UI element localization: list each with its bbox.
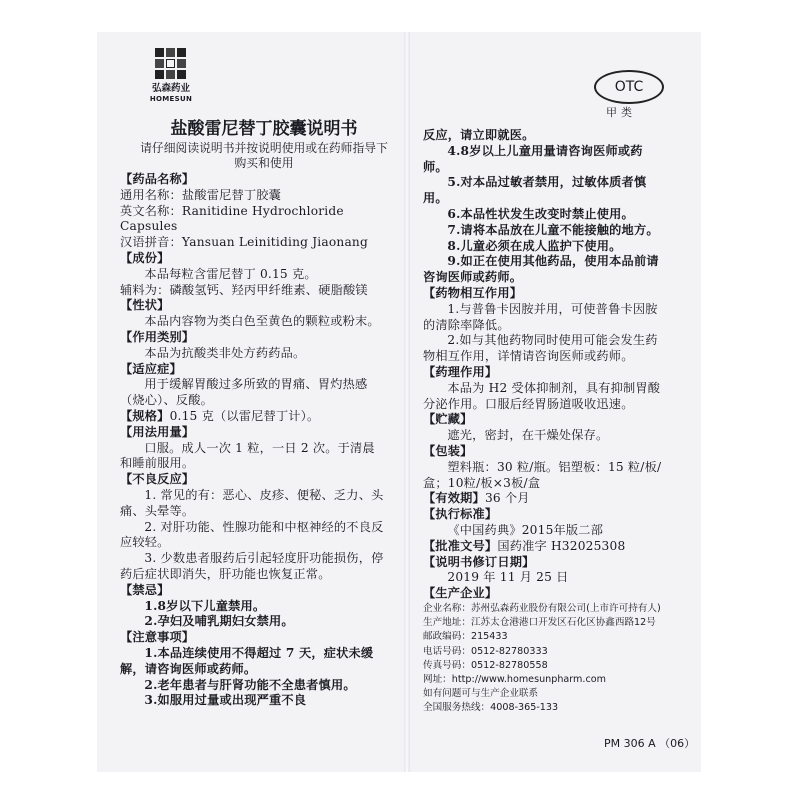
list-item: 6.本品性状发生改变时禁止使用。	[447, 206, 634, 221]
section-heading: 【有效期】	[423, 491, 485, 506]
list-item: 7.请将本品放在儿童不能接触的地方。	[447, 222, 659, 237]
otc-class: 甲类	[606, 106, 636, 119]
section-heading: 【注意事项】	[120, 630, 195, 645]
section-heading: 【适应症】	[120, 361, 182, 376]
left-column	[120, 172, 386, 709]
page-title: 盐酸雷尼替丁胶囊说明书	[170, 119, 358, 139]
section-heading: 【贮藏】	[423, 412, 473, 427]
spec-text: 0.15 克（以雷尼替丁计）。	[169, 408, 320, 423]
list-item: 1. 常见的有：恶心、皮疹、便秘、乏力、头痛、头晕等。	[120, 487, 384, 518]
validity-text: 36 个月	[484, 491, 530, 506]
category-text: 本品为抗酸类非处方药药品。	[144, 345, 306, 360]
manufacturer-line: 全国服务热线：4008-365-133	[423, 702, 559, 714]
section-heading: 【批准文号】	[423, 538, 498, 553]
manufacturer-line: 网址：http://www.homesunpharm.com	[423, 673, 606, 685]
version-code: PM 306 A （06）	[604, 737, 696, 750]
english-name: 英文名称：Ranitidine Hydrochloride Capsules	[120, 203, 344, 234]
manufacturer-line: 邮政编码：215433	[423, 631, 508, 643]
list-item: 4.8岁以上儿童用量请咨询医师或药师。	[423, 143, 643, 174]
section-heading: 【生产企业】	[423, 586, 498, 601]
right-column	[423, 128, 663, 716]
section-heading: 【禁忌】	[120, 582, 170, 597]
ingredient-excipients: 辅料为：磷酸氢钙、羟丙甲纤维素、硬脂酸镁	[120, 282, 368, 297]
otc-badge: OTC	[594, 70, 664, 104]
list-item: 3. 少数患者服药后引起轻度肝功能损伤，停药后症状即消失，肝功能也恢复正常。	[120, 551, 384, 581]
list-item: 3.如服用过量或出现严重不良	[144, 693, 307, 708]
section-heading: 【说明书修订日期】	[423, 554, 535, 569]
revision-text: 2019 年 11 月 25 日	[447, 570, 569, 585]
list-item: 1.8岁以下儿童禁用。	[144, 598, 266, 613]
storage-text: 遮光，密封，在干燥处保存。	[447, 428, 609, 443]
section-heading: 【执行标准】	[423, 507, 498, 522]
list-item: 2.老年患者与肝肾功能不全患者慎用。	[144, 677, 356, 692]
properties-text: 本品内容物为类白色至黄色的颗粒或粉末。	[144, 314, 380, 329]
ingredient-main: 本品每粒含雷尼替丁 0.15 克。	[144, 266, 317, 281]
list-item: 1.本品连续使用不得超过 7 天，症状未缓解，请咨询医师或药师。	[120, 645, 374, 676]
fold-line	[404, 32, 410, 772]
section-heading: 【作用类别】	[120, 329, 195, 344]
list-item: 1.与普鲁卡因胺并用，可使普鲁卡因胺的清除率降低。	[423, 301, 658, 332]
generic-name: 通用名称：盐酸雷尼替丁胶囊	[120, 187, 282, 202]
manufacturer-line: 企业名称：苏州弘森药业股份有限公司(上市许可持有人)	[423, 602, 661, 614]
manufacturer-line: 传真号码：0512-82780558	[423, 659, 548, 671]
brand-name: 弘森药业	[151, 83, 190, 94]
list-item: 8.儿童必须在成人监护下使用。	[447, 238, 622, 253]
section-heading: 【药物相互作用】	[423, 285, 523, 300]
section-heading: 【药理作用】	[423, 364, 498, 379]
section-heading: 【包装】	[423, 443, 473, 458]
manufacturer-line: 电话号码：0512-82780333	[423, 645, 548, 657]
list-item: 9.如正在使用其他药品，使用本品前请咨询医师或药师。	[423, 254, 659, 285]
indications-text: 用于缓解胃酸过多所致的胃痛、胃灼热感（烧心）、反酸。	[120, 377, 368, 408]
package-text: 塑料瓶：30 粒/瓶。铝塑板：15 粒/板/盒；10粒/板×3板/盒	[423, 459, 662, 490]
manufacturer-line: 如有问题可与生产企业联系	[423, 688, 539, 700]
list-item: 2.如与其他药物同时使用可能会发生药物相互作用，详情请咨询医师或药师。	[423, 333, 658, 364]
list-item: 2.孕妇及哺乳期妇女禁用。	[144, 614, 294, 629]
brand-name-en: HOMESUN	[149, 95, 193, 103]
section-heading: 【规格】	[120, 408, 170, 423]
pinyin-name: 汉语拼音：Yansuan Leinitiding Jiaonang	[120, 235, 368, 250]
approval-text: 国药准字 H32025308	[497, 538, 626, 553]
section-heading: 【用法用量】	[120, 424, 195, 439]
list-item: 5.对本品过敏者禁用，过敏体质者慎用。	[423, 175, 647, 206]
usage-text: 口服。成人一次 1 粒，一日 2 次。于清晨和睡前服用。	[120, 440, 375, 471]
pharmacology-text: 本品为 H2 受体抑制剂，具有抑制胃酸分泌作用。口服后经胃肠道吸收迅速。	[423, 380, 661, 411]
section-heading: 【成份】	[120, 250, 170, 265]
section-heading: 【性状】	[120, 298, 170, 313]
homesun-logo-icon	[155, 48, 187, 80]
standard-text: 《中国药典》2015年版二部	[447, 522, 604, 537]
list-item: 反应，请立即就医。	[423, 128, 535, 142]
manufacturer-line: 生产地址：江苏太仓港港口开发区石化区协鑫西路12号	[423, 617, 656, 629]
list-item: 2. 对肝功能、性腺功能和中枢神经的不良反应较轻。	[120, 519, 384, 550]
section-heading: 【不良反应】	[120, 472, 195, 487]
section-heading: 【药品名称】	[120, 172, 195, 186]
subtitle: 请仔细阅读说明书并按说明使用或在药师指导下购买和使用	[140, 141, 388, 170]
